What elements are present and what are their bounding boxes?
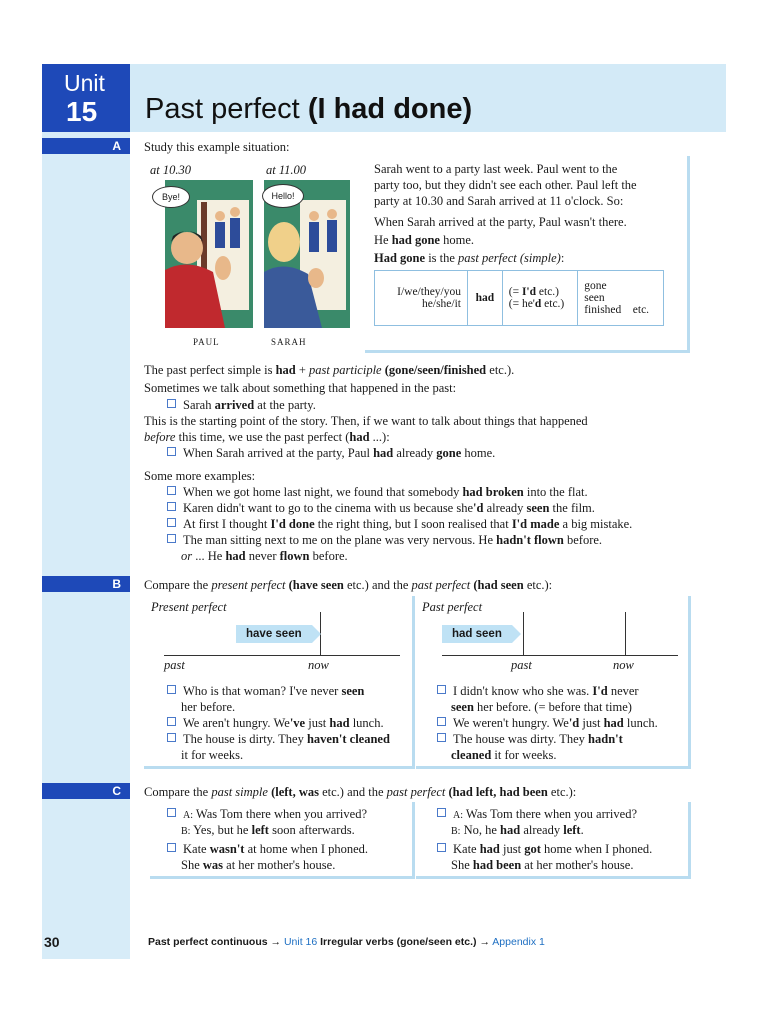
time-label-2: at 11.00: [266, 163, 307, 177]
example-line: The man sitting next to me on the plane was very nervous. He hadn't flown before.: [167, 532, 602, 548]
example-line: She was at her mother's house.: [181, 858, 336, 872]
section-tab-a: A: [42, 138, 130, 154]
form-line: The past perfect simple is had + past participle (gone/seen/finished etc.).: [144, 363, 515, 377]
timeline-axis: [164, 655, 400, 656]
bullet-icon: [437, 685, 446, 694]
example-line: her before.: [181, 700, 236, 714]
past-perfect-table: [374, 270, 664, 326]
example-line: Karen didn't want to go to the cinema with us because she'd already seen the film.: [167, 500, 595, 516]
now-label: now: [308, 658, 329, 672]
example-line: Kate wasn't at home when I phoned.: [167, 841, 368, 857]
unit-number: 15: [66, 96, 98, 127]
unit-16-link[interactable]: Unit 16: [281, 936, 318, 948]
story-line: party too, but they didn't see each other. Paul left the: [374, 178, 637, 192]
arrow-right-icon: →: [479, 936, 490, 948]
footer-text-1: Past perfect continuous: [148, 936, 271, 948]
bullet-icon: [167, 843, 176, 852]
unit-label: Unit: [64, 70, 105, 96]
bullet-icon: [167, 486, 176, 495]
start-line-2: before this time, we use the past perfect (had ...):: [144, 430, 390, 444]
example-line: When Sarah arrived at the party, Paul had already gone home.: [167, 445, 495, 461]
simple-line: Had gone is the past perfect (simple):: [374, 251, 565, 265]
more-examples-label: Some more examples:: [144, 469, 256, 483]
intro-text: Study this example situation:: [144, 140, 290, 154]
bullet-icon: [167, 685, 176, 694]
present-perfect-heading: Present perfect: [151, 600, 227, 614]
bullet-icon: [437, 717, 446, 726]
table-contraction-2: (= he'd etc.): [508, 298, 565, 310]
past-label: past: [164, 658, 185, 672]
bullet-icon: [167, 518, 176, 527]
example-line: or ... He had never flown before.: [181, 549, 348, 563]
past-perfect-heading: Past perfect: [422, 600, 483, 614]
bullet-icon: [167, 733, 176, 742]
story-line: Sarah went to a party last week. Paul went to the: [374, 162, 618, 176]
speech-bubble-hello: Hello!: [262, 184, 304, 208]
example-line: Who is that woman? I've never seen: [167, 683, 364, 699]
example-line: B: Yes, but he left soon afterwards.: [181, 823, 355, 837]
compare-c-line: Compare the past simple (left, was etc.) and the past perfect (had left, had been etc.):: [144, 785, 577, 799]
bullet-icon: [167, 534, 176, 543]
example-line: Sarah arrived at the party.: [167, 397, 316, 413]
table-had: had: [468, 271, 503, 326]
now-label: now: [613, 658, 634, 672]
speech-bubble-bye: Bye!: [152, 186, 190, 208]
table-participle-1: gone: [584, 280, 607, 292]
sarah-label: SARAH: [271, 337, 307, 347]
bullet-icon: [167, 808, 176, 817]
arrow-right-icon: →: [270, 936, 282, 948]
now-marker: [625, 612, 626, 655]
bullet-icon: [167, 399, 176, 408]
footer-text-2: Irregular verbs (gone/seen etc.): [317, 936, 480, 948]
bullet-icon: [167, 447, 176, 456]
example-line: We weren't hungry. We'd just had lunch.: [437, 715, 658, 731]
example-line: The house was dirty. They hadn't: [437, 731, 623, 747]
example-line: At first I thought I'd done the right thing, but I soon realised that I'd made a big mistake.: [167, 516, 632, 532]
example-line: Kate had just got home when I phoned.: [437, 841, 652, 857]
example-line: When we got home last night, we found that somebody had broken into the flat.: [167, 484, 588, 500]
example-line: I didn't know who she was. I'd never: [437, 683, 639, 699]
bullet-icon: [437, 843, 446, 852]
timeline-axis: [442, 655, 678, 656]
section-tab-b: B: [42, 576, 130, 592]
sidebar-band: [42, 64, 130, 959]
have-seen-arrow: have seen: [236, 625, 312, 643]
example-line: A: Was Tom there when you arrived?: [437, 806, 637, 824]
bullet-icon: [437, 733, 446, 742]
story-line: party at 10.30 and Sarah arrived at 11 o'clock. So:: [374, 194, 624, 208]
appendix-1-link[interactable]: Appendix 1: [489, 936, 545, 948]
start-line-1: This is the starting point of the story. Then, if we want to talk about things that happened: [144, 414, 588, 428]
compare-b-line: Compare the present perfect (have seen etc.) and the past perfect (had seen etc.):: [144, 578, 553, 592]
table-participle-2: seen: [584, 292, 605, 304]
had-gone-line: He had gone home.: [374, 233, 475, 247]
example-line: cleaned it for weeks.: [451, 748, 557, 762]
table-subject-2: he/she/it: [422, 298, 461, 310]
past-label: past: [511, 658, 532, 672]
example-line: She had been at her mother's house.: [451, 858, 634, 872]
bullet-icon: [167, 502, 176, 511]
example-line: We aren't hungry. We've just had lunch.: [167, 715, 384, 731]
example-line: B: No, he had already left.: [451, 823, 584, 837]
table-contraction-1: (= I'd etc.): [508, 286, 560, 298]
had-seen-arrow: had seen: [442, 625, 512, 643]
table-subject-1: I/we/they/you: [397, 286, 461, 298]
bullet-icon: [437, 808, 446, 817]
title-main: Past perfect: [145, 93, 308, 125]
time-label-1: at 10.30: [150, 163, 191, 177]
page-number: 30: [44, 934, 60, 950]
sometimes-line: Sometimes we talk about something that happened in the past:: [144, 381, 457, 395]
section-tab-c: C: [42, 783, 130, 799]
example-line: seen her before. (= before that time): [451, 700, 632, 714]
page-title: [145, 93, 472, 126]
example-line: it for weeks.: [181, 748, 244, 762]
title-paren: (I had done): [307, 93, 473, 125]
unit-badge: [42, 64, 130, 132]
paul-label: PAUL: [193, 337, 220, 347]
story-line: When Sarah arrived at the party, Paul wasn't there.: [374, 215, 627, 229]
footer-links: [148, 936, 545, 948]
example-line: The house is dirty. They haven't cleaned: [167, 731, 390, 747]
past-marker: [523, 612, 524, 655]
table-participle-3: finished etc.: [584, 304, 650, 316]
example-line: A: Was Tom there when you arrived?: [167, 806, 367, 824]
bullet-icon: [167, 717, 176, 726]
